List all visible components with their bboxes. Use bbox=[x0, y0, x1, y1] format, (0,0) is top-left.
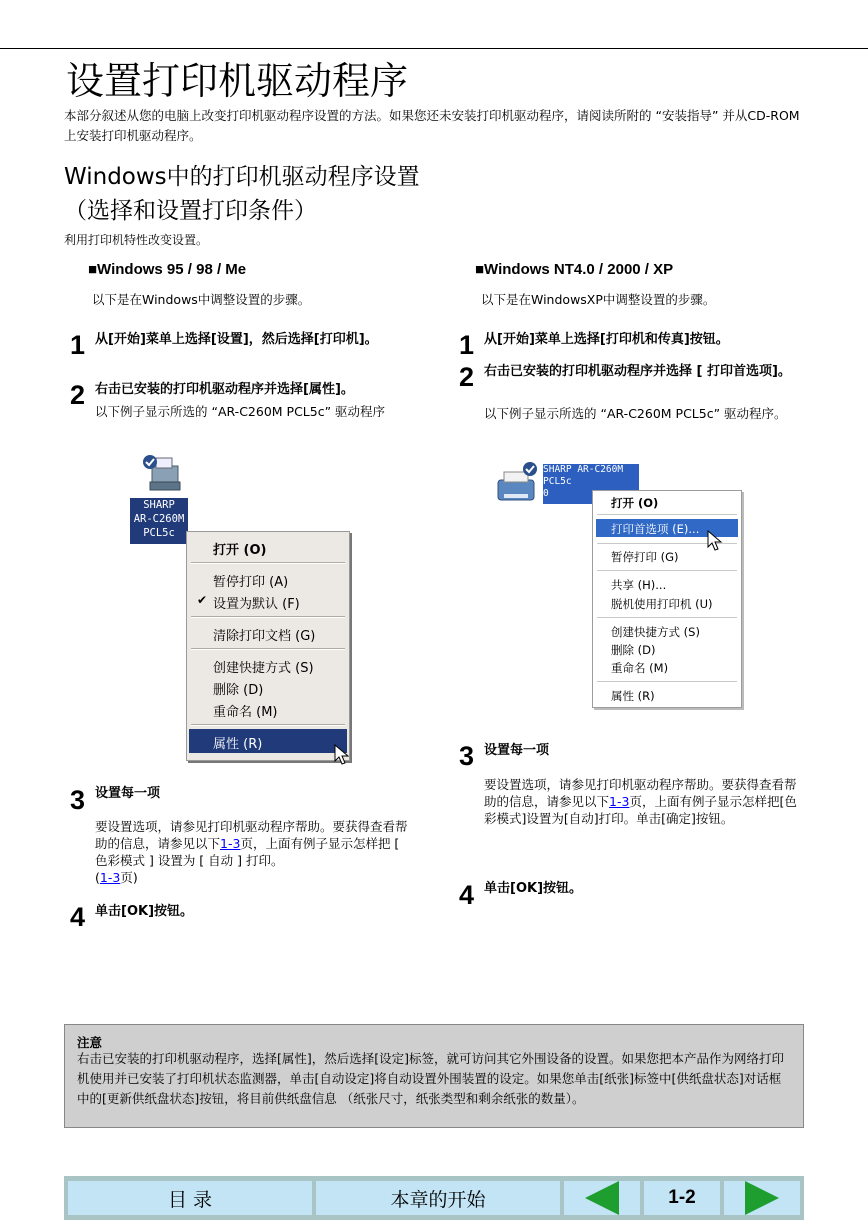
next-page-button[interactable] bbox=[724, 1181, 800, 1215]
menu-item-rename[interactable]: 重命名 (M) bbox=[213, 705, 278, 720]
prev-page-button[interactable] bbox=[564, 1181, 640, 1215]
right-step2-title: 右击已安装的打印机驱动程序并选择 [ 打印首选项]。 bbox=[484, 364, 791, 379]
icon-label-line1: SHARP AR-C260M bbox=[543, 464, 624, 475]
menu-item-preferences[interactable]: 打印首选项 (E)... bbox=[611, 522, 700, 536]
note-box bbox=[64, 1024, 804, 1128]
menu-separator bbox=[191, 724, 345, 726]
icon-label-line1: SHARP bbox=[143, 499, 175, 511]
icon-label-line2: AR-C260M bbox=[133, 513, 185, 525]
icon-label-line3: PCL5c bbox=[143, 527, 175, 539]
right-subnote: 以下是在WindowsXP中调整设置的步骤。 bbox=[481, 292, 716, 307]
left-step2-title: 右击已安装的打印机驱动程序并选择[属性]。 bbox=[95, 382, 354, 397]
menu-separator bbox=[191, 648, 345, 650]
menu-item-sharing[interactable]: 共享 (H)... bbox=[611, 578, 667, 592]
menu-item-offline[interactable]: 脱机使用打印机 (U) bbox=[611, 597, 713, 611]
left-step3-text-a: 要设置选项，请参见打印机驱动程序帮助。要获得查看帮助的信息，请参见以下 bbox=[95, 819, 408, 851]
menu-item-open[interactable]: 打开 (O) bbox=[213, 543, 267, 558]
chapter-start-label: 本章的开始 bbox=[390, 1188, 486, 1211]
left-step3-paren: ( bbox=[95, 870, 100, 885]
menu-item-delete[interactable]: 删除 (D) bbox=[611, 643, 656, 657]
page-link-2[interactable]: 1-3 bbox=[99, 870, 121, 885]
left-step4-number: 4 bbox=[70, 902, 86, 932]
printer-icon[interactable] bbox=[494, 460, 540, 506]
left-step1-number: 1 bbox=[70, 330, 86, 360]
printer-icon-label[interactable] bbox=[130, 498, 188, 544]
menu-separator bbox=[191, 616, 345, 618]
right-step2-text: 以下例子显示所选的 “AR-C260M PCL5c” 驱动程序。 bbox=[484, 406, 787, 421]
cursor-icon bbox=[707, 530, 723, 556]
menu-separator bbox=[597, 570, 737, 571]
context-menu bbox=[186, 531, 350, 761]
section-subtitle: （选择和设置打印条件） bbox=[64, 198, 317, 224]
menu-item-default[interactable]: 设置为默认 (F) bbox=[213, 597, 300, 612]
arrow-right-icon bbox=[745, 1181, 779, 1215]
left-step3-title: 设置每一项 bbox=[95, 786, 161, 801]
menu-item-pause[interactable]: 暂停打印 (G) bbox=[611, 550, 679, 564]
left-subnote: 以下是在Windows中调整设置的步骤。 bbox=[92, 292, 311, 307]
menu-separator bbox=[597, 681, 737, 682]
right-step3-text bbox=[484, 776, 802, 827]
footer-nav bbox=[64, 1176, 804, 1220]
chapter-start-button[interactable] bbox=[316, 1181, 560, 1215]
menu-separator bbox=[597, 514, 737, 515]
left-step3-text-b: 页，上面有例子显示怎样把 [ 色彩模式 ] 设置为 [ 自动 ] 打印。 bbox=[95, 836, 400, 868]
intro-text: 本部分叙述从您的电脑上改变打印机驱动程序设置的方法。如果您还未安装打印机驱动程序，请阅读所附的 “安装指导” 并从CD-ROM上安装打印机驱动程序。 bbox=[64, 108, 800, 143]
page-number bbox=[644, 1181, 720, 1215]
menu-item-delete[interactable]: 删除 (D) bbox=[213, 683, 264, 698]
menu-item-rename[interactable]: 重命名 (M) bbox=[611, 661, 669, 675]
right-step1-title: 从[开始]菜单上选择[打印机和传真]按钮。 bbox=[484, 332, 729, 347]
arrow-left-icon bbox=[585, 1181, 619, 1215]
icon-label-line2: PCL5c bbox=[543, 476, 572, 487]
left-step2-text: 以下例子显示所选的 “AR-C260M PCL5c” 驱动程序 bbox=[95, 404, 386, 419]
left-step3-paren-close: 页) bbox=[120, 870, 138, 885]
right-step3-title: 设置每一项 bbox=[484, 743, 550, 758]
check-icon: ✔ bbox=[197, 593, 208, 607]
icon-label-line3: 0 bbox=[543, 488, 549, 499]
page-link[interactable]: 1-3 bbox=[609, 794, 630, 809]
menu-separator bbox=[597, 617, 737, 618]
note-title: 注意 bbox=[77, 1035, 103, 1050]
menu-separator bbox=[191, 562, 345, 564]
right-step3-text-a: 要设置选项，请参见打印机驱动程序帮助。要获得查看帮助的信息，请参见以下 bbox=[484, 777, 797, 809]
section-title: Windows中的打印机驱动程序设置 bbox=[64, 164, 420, 190]
left-step1-title: 从[开始]菜单上选择[设置]，然后选择[打印机]。 bbox=[95, 332, 378, 347]
menu-item-purge[interactable]: 清除打印文档 (G) bbox=[213, 629, 316, 644]
menu-item-properties[interactable]: 属性 (R) bbox=[611, 689, 655, 703]
toc-label: 目 录 bbox=[167, 1188, 213, 1211]
right-step4-number: 4 bbox=[459, 880, 475, 910]
left-heading: ■Windows 95 / 98 / Me bbox=[88, 261, 247, 278]
menu-item-open[interactable]: 打开 (O) bbox=[611, 496, 659, 510]
menu-item-pause[interactable]: 暂停打印 (A) bbox=[213, 575, 289, 590]
page-link[interactable]: 1-3 bbox=[220, 836, 241, 851]
right-step3-text-b: 页，上面有例子显示怎样把[色彩模式]设置为[自动]打印。单击[确定]按钮。 bbox=[484, 794, 797, 826]
menu-item-properties[interactable]: 属性 (R) bbox=[213, 737, 263, 752]
left-step3-text bbox=[95, 818, 415, 886]
right-heading: ■Windows NT4.0 / 2000 / XP bbox=[475, 261, 674, 278]
page-title: 设置打印机驱动程序 bbox=[66, 59, 409, 103]
right-step1-number: 1 bbox=[459, 330, 475, 360]
page-number-label: 1-2 bbox=[668, 1187, 696, 1208]
left-step2-number: 2 bbox=[70, 380, 86, 410]
left-step3-number: 3 bbox=[70, 785, 86, 815]
right-step3-number: 3 bbox=[459, 741, 475, 771]
note-body: 右击已安装的打印机驱动程序，选择[属性]，然后选择[设定]标签，就可访问其它外围设备的设置。如果您把本产品作为网络打印机使用并已安装了打印机状态监测器，单击[自动设定]将自动设置外围装置的设定。如果您单击[纸张]标签中[供纸盘状态]对话框中的[更新供纸盘状态]按钮，将目前供纸盘信息 （纸张尺寸，纸张类型和剩余纸张的数量）。 bbox=[77, 1051, 785, 1106]
cursor-icon bbox=[334, 744, 350, 770]
context-menu bbox=[592, 490, 742, 708]
printer-icon[interactable] bbox=[140, 452, 184, 496]
left-step4-title: 单击[OK]按钮。 bbox=[95, 904, 194, 919]
section-note: 利用打印机特性改变设置。 bbox=[64, 233, 209, 247]
top-rule bbox=[0, 48, 868, 49]
menu-item-shortcut[interactable]: 创建快捷方式 (S) bbox=[213, 661, 314, 676]
menu-item-shortcut[interactable]: 创建快捷方式 (S) bbox=[611, 625, 700, 639]
right-step4-title: 单击[OK]按钮。 bbox=[484, 881, 583, 896]
right-step2-number: 2 bbox=[459, 362, 475, 392]
toc-button[interactable] bbox=[68, 1181, 312, 1215]
